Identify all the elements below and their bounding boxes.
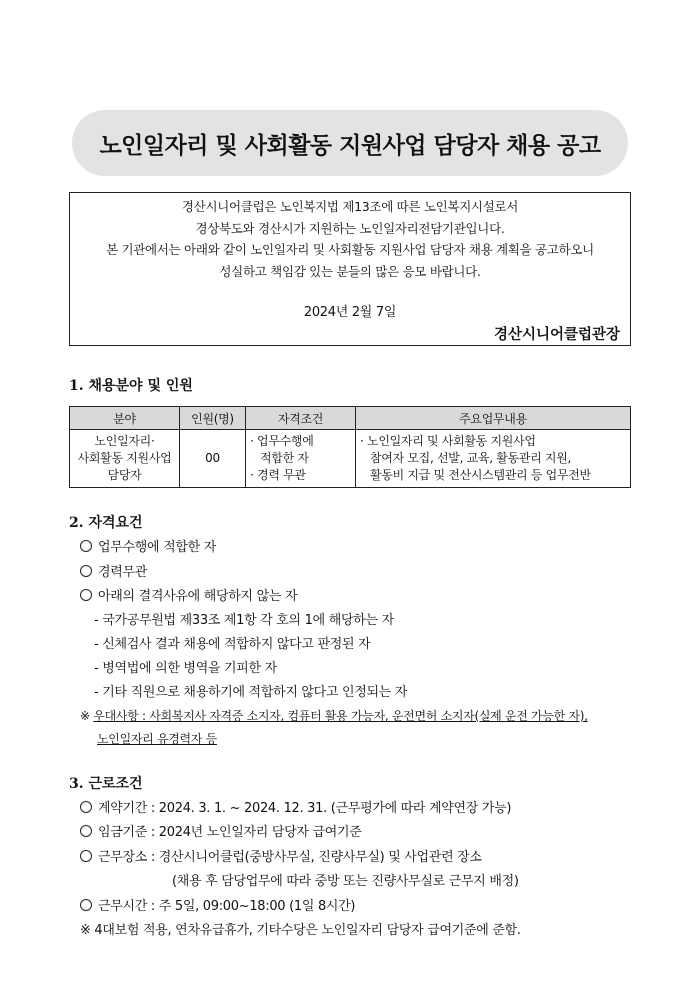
page-title: 노인일자리 및 사회활동 지원사업 담당자 채용 공고 — [99, 132, 601, 159]
field-line-3: 담당자 — [107, 468, 142, 482]
circle-bullet-icon — [80, 589, 92, 601]
note-line-1: 우대사항 : 사회복지사 자격증 소지자, 컴퓨터 활용 가능자, 운전면허 소지자(실제 운전 가능한 자), — [93, 709, 588, 723]
table-row — [70, 430, 631, 488]
list-item — [80, 821, 362, 840]
cell-count: 00 — [180, 430, 246, 488]
item-text: 아래의 결격사유에 해당하지 않는 자 — [98, 589, 298, 604]
section-2-title: 2. 자격요건 — [69, 515, 143, 531]
preference-note — [80, 707, 588, 724]
list-item — [80, 846, 482, 865]
notice-line-3: 본 기관에서는 아래와 같이 노인일자리 및 사회활동 지원사업 담당자 채용 계획을 공고하오니 — [106, 242, 594, 257]
field-line-1: 노인일자리· — [94, 434, 155, 448]
circle-bullet-icon — [80, 899, 92, 911]
title-banner — [72, 110, 628, 176]
circle-bullet-icon — [80, 565, 92, 577]
sub-item: - 국가공무원법 제33조 제1항 각 호의 1에 해당하는 자 — [94, 613, 394, 628]
qual-line-2: 적합한 자 — [260, 451, 309, 465]
item-text: 경력무관 — [98, 565, 148, 580]
sub-item: - 병역법에 의한 병역을 기피한 자 — [94, 661, 277, 676]
table-header-row — [70, 407, 631, 430]
notice-box — [69, 192, 631, 346]
task-line-2: 참여자 모집, 선발, 교육, 활동관리 지원, — [370, 451, 572, 465]
notice-line-4: 성실하고 책임감 있는 분들의 많은 응모 바랍니다. — [219, 264, 481, 279]
section-3-title: 3. 근로조건 — [69, 776, 143, 792]
cell-qualification — [246, 430, 356, 488]
circle-bullet-icon — [80, 801, 92, 813]
notice-date: 2024년 2월 7일 — [303, 305, 397, 320]
cell-field — [70, 430, 180, 488]
header-field: 분야 — [70, 407, 180, 430]
notice-line-1: 경산시니어클럽은 노인복지법 제13조에 따른 노인복지시설로서 — [181, 199, 519, 214]
item-text: 임금기준 : 2024년 노인일자리 담당자 급여기준 — [98, 825, 362, 840]
list-item — [80, 536, 216, 555]
conditions-note: ※ 4대보험 적용, 연차유급휴가, 기타수당은 노인일자리 담당자 급여기준에 준함. — [80, 923, 521, 938]
header-qualification: 자격조건 — [246, 407, 356, 430]
circle-bullet-icon — [80, 850, 92, 862]
circle-bullet-icon — [80, 540, 92, 552]
item-text: 근무시간 : 주 5일, 09:00~18:00 (1일 8시간) — [98, 899, 356, 914]
header-count: 인원(명) — [180, 407, 246, 430]
item-text: 근무장소 : 경산시니어클럽(중방사무실, 진량사무실) 및 사업관련 장소 — [98, 850, 482, 865]
field-line-2: 사회활동 지원사업 — [77, 451, 172, 465]
list-item — [80, 797, 511, 816]
qual-line-1: · 업무수행에 — [250, 434, 314, 448]
cell-tasks — [356, 430, 631, 488]
item-continuation: (채용 후 담당업무에 따라 중방 또는 진량사무실로 근무지 배정) — [172, 874, 519, 889]
preference-note-cont: 노인일자리 유경력자 등 — [97, 732, 217, 746]
item-text: 업무수행에 적합한 자 — [98, 540, 216, 555]
sub-item: - 신체검사 결과 채용에 적합하지 않다고 판정된 자 — [94, 637, 371, 652]
notice-line-2: 경상북도와 경산시가 지원하는 노인일자리전담기관입니다. — [195, 221, 505, 236]
list-item — [80, 585, 297, 604]
qual-line-3: · 경력 무관 — [250, 468, 306, 482]
note-mark: ※ — [80, 709, 90, 723]
section-1-title: 1. 채용분야 및 인원 — [69, 378, 193, 394]
list-item — [80, 561, 147, 580]
item-text: 계약기간 : 2024. 3. 1. ~ 2024. 12. 31. (근무평가에 따라 계약연장 가능) — [98, 801, 512, 816]
notice-organization: 경산시니어클럽관장 — [493, 326, 620, 343]
recruitment-table — [69, 406, 631, 488]
task-line-3: 활동비 지급 및 전산시스템관리 등 업무전반 — [370, 468, 591, 482]
sub-item: - 기타 직원으로 채용하기에 적합하지 않다고 인정되는 자 — [94, 685, 408, 700]
list-item — [80, 895, 355, 914]
header-tasks: 주요업무내용 — [356, 407, 631, 430]
task-line-1: · 노인일자리 및 사회활동 지원사업 — [360, 434, 536, 448]
circle-bullet-icon — [80, 825, 92, 837]
